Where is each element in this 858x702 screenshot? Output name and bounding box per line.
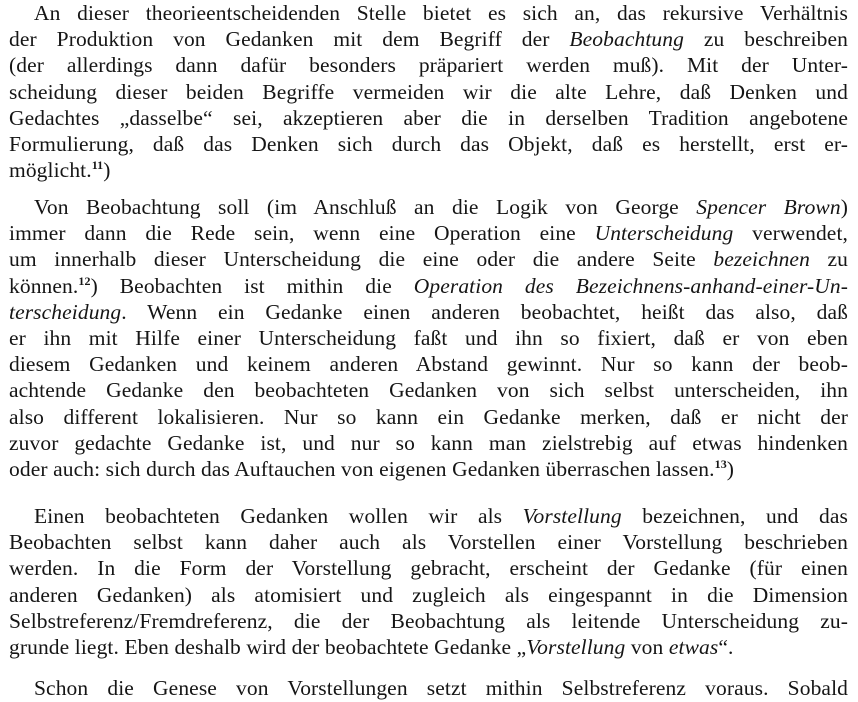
italic-text: Spencer Brown [696,195,841,219]
text-run: diesem Gedanken und keinem anderen Abstand gewinnt. Nur so kann der beob- [9,352,848,377]
text-line [9,273,848,299]
text-run: zuvor gedachte Gedanke ist, und nur so kann man zielstrebig auf etwas hindenken [9,430,848,455]
text-run: bezeichnen, und das [621,504,848,528]
text-run: um innerhalb dieser Unterscheidung die eine oder die andere Seite [9,247,714,272]
text-run: können. [9,273,79,298]
text-run: ) [103,158,111,183]
text-run: er ihn mit Hilfe einer Unterscheidung faßt und ihn so fixiert, daß er von eben [9,326,848,350]
text-run: scheidung dieser beiden Begriffe vermeiden wir die alte Lehre, daß Denken und [9,79,848,104]
text-line [9,430,848,456]
text-run: Gedachtes „dasselbe“ sei, akzeptieren aber die in derselben Tradition angebotene [9,105,848,130]
text-line [9,131,848,157]
text-line [9,456,848,482]
text-line [9,26,848,52]
text-line [9,404,848,430]
text-line [9,105,848,131]
text-run: grunde liegt. Eben deshalb wird der beobachtete Gedanke „ [9,635,527,659]
text-line [9,351,848,377]
text-line [9,79,848,105]
text-run: Selbstreferenz/Fremdreferenz, die der Beobachtung als leitende Unterscheidung zu- [9,608,848,633]
italic-text: etwas [668,635,719,659]
text-line [9,377,848,403]
text-run: Einen beobachteten Gedanken wollen wir als [34,504,523,528]
text-run: also different lokalisieren. Nur so kann ein Gedanke merken, daß er nicht der [9,404,848,429]
text-run: Schon die Genese von Vorstellungen setzt mithin Selbstreferenz voraus. Sobald [34,676,848,700]
text-line [9,220,848,246]
text-run: (der allerdings dann dafür besonders präpariert werden muß). Mit der Unter- [9,53,848,78]
text-run: Beobachten selbst kann daher auch als Vorstellen einer Vorstellung beschrieben [9,530,848,555]
text-line [34,503,848,529]
text-line [9,529,848,555]
footnote-ref: 12 [78,273,91,288]
text-line [9,299,848,325]
text-line [9,246,848,272]
text-run: An dieser theorieentscheidenden Stelle bietet es sich an, das rekursive Verhältnis [34,1,848,25]
text-run: ) [840,195,848,219]
text-run: von [625,635,669,659]
text-run: immer dann die Rede sein, wenn eine Operation eine [9,221,595,246]
text-line [34,194,848,220]
text-line [9,52,848,78]
text-run: . Wenn ein Gedanke einen anderen beobachtet, heißt das also, daß [121,299,848,324]
text-line [9,582,848,608]
text-run: werden. In die Form der Vorstellung gebracht, erscheint der Gedanke (für einen [9,556,848,581]
text-run: zu [809,247,848,272]
text-run: ) [726,457,735,481]
text-run: ) Beobachten ist mithin die [90,273,414,298]
text-run: verwendet, [733,221,849,246]
text-run: oder auch: sich durch das Auftauchen von eigenen Gedanken überraschen lassen. [9,457,715,481]
footnote-ref: 13 [714,457,727,471]
footnote-ref: 11 [91,158,104,173]
text-line [9,608,848,634]
text-run: möglicht. [9,158,92,183]
text-line [9,325,848,351]
text-line [9,555,848,581]
text-run: “. [718,635,734,659]
text-run: Von Beobachtung soll (im Anschluß an die Logik von George [34,195,697,219]
text-run: der Produktion von Gedanken mit dem Begriff der [9,27,570,52]
italic-text: Operation des Bezeichnens-anhand-einer-Un- [413,273,848,298]
italic-text: Vorstellung [526,635,626,659]
text-run: zu beschreiben [683,27,849,52]
text-line [34,0,848,26]
italic-text: terscheidung [9,299,122,324]
italic-text: Vorstellung [522,504,622,528]
italic-text: Beobachtung [569,27,684,52]
text-run: Formulierung, daß das Denken sich durch das Objekt, daß es herstellt, erst er- [9,132,848,156]
text-run: anderen Gedanken) als atomisiert und zugleich als eingespannt in die Dimension [9,582,848,607]
text-line [9,157,848,183]
text-run: achtende Gedanke den beobachteten Gedanken von sich selbst unterscheiden, ihn [9,378,848,403]
italic-text: Unterscheidung [594,221,734,246]
text-line [34,675,848,701]
italic-text: bezeichnen [713,247,810,272]
text-line [9,634,848,660]
